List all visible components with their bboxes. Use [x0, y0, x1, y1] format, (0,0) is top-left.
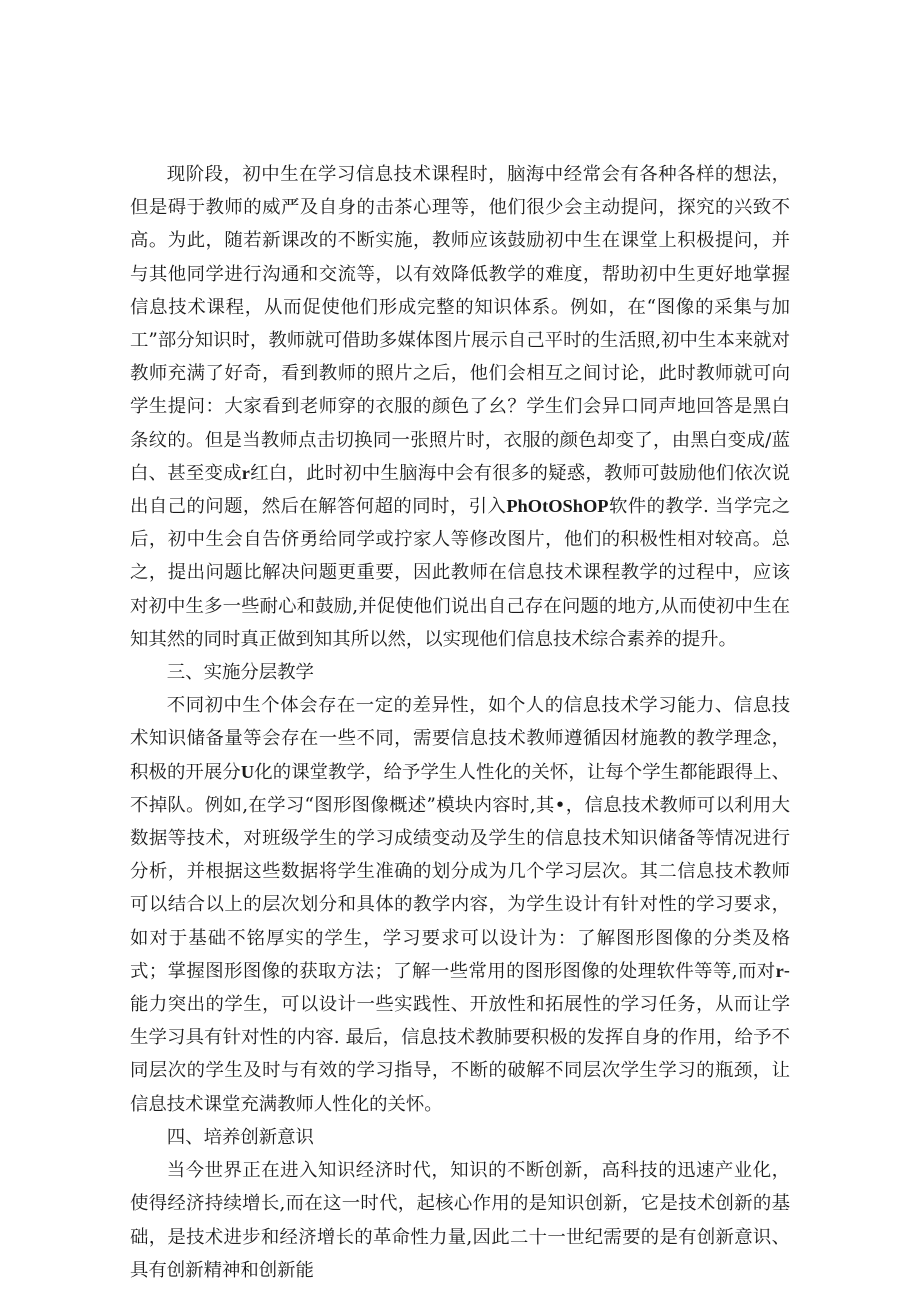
section-heading-4: 四、培养创新意识	[166, 1126, 314, 1148]
paragraph-text: U	[240, 761, 255, 782]
paragraph-text: -能力突出的学生，可以设计一些实践性、开放性和拓展性的学习任务，从而让学生学习具有针对性的内容. 最后，信息技术教肺要积极的发挥自身的作用，给予不同层次的学生及时与有效的学习指导，不断的破解不同层次学生学习的瓶颈，让信息技术课堂充满教师人性化的关怀。	[130, 960, 790, 1115]
paragraph-text: 红白，此时初中生脑海中会有很多的疑惑，教师可鼓励他们依次说出自己的问题，然后在解答何超的同时，引入	[130, 462, 790, 518]
paragraph-text: r	[241, 462, 250, 483]
paragraph-text: 现阶段，初中生在学习信息技术课程时，脑海中经常会有各种各样的想法，但是碍于教师的威严及自身的击茶心理等，他们很少会主动提问，探究的兴致不高。为此，随若新课改的不断实施，教师应该鼓励初中生在课堂上积极提问，并与其他同学进行沟通和交流等，以有效降低教学的难度，帮助初中生更好地掌握信息技术课程，从而促使他们形成完整的知识体系。例如，在“图像的采集与加工”部分知识时，教师就可借助多媒体图片展示自己平时的生活照,初中生本来就对教师充满了好奇，看到教师的照片之后，他们会相互之间讨论，此时教师就可向学生提问：大家看到老师穿的衣服的颜色了幺？学生们会异口同声地回答是黑白条纹的。但是当教师点击切换同一张照片时，衣服的颜色却变了，由黑白变成/蓝白、甚至变成	[130, 164, 790, 484]
paragraph-text: 化的课堂教学，给予学生人性化的关怀，让每个学生都能跟得上、不掉队。例如,在学习“图形图像概述”模块内容时,其•，信息技术教师可以利用大数据等技术，对班级学生的学习成绩变动及学生的信息技术知识储备等情况进行分析，并根据这些数据将学生准确的划分成为几个学习层次。其二信息技术教师可以结合以上的层次划分和具体的教学内容，为学生设计有针对性的学习要求，如对于基础不铭厚实的学生，学习要求可以设计为：了解图形图像的分类及格式；掌握图形图像的获取方法；了解一些常用的图形图像的处理软件等等,而对	[130, 761, 790, 982]
document-body	[130, 158, 790, 1287]
paragraph-innovation: 当今世界正在进入知识经济时代，知识的不断创新，高科技的迅速产业化，使得经济持续增长,而在这一时代，起核心作用的是知识创新，它是技术创新的基础，是技术进步和经济增长的革命性力量,因此二十一世纪需要的是有创新意识、具有创新精神和创新能	[130, 1160, 790, 1281]
paragraph-text: 不同初中生个体会存在一定的差异性，如个人的信息技术学习能力、信息技术知识储备量等会存在一些不同，需要信息技术教师遵循因材施教的教学理念，积极的开展分	[130, 695, 790, 783]
paragraph-layered-teaching	[130, 689, 790, 1121]
paragraph-questioning	[130, 158, 790, 656]
section-heading-3: 三、实施分层教学	[166, 662, 314, 684]
software-name: PhOtOShOP	[506, 496, 609, 517]
paragraph-text: r	[775, 960, 784, 981]
paragraph-text: 软件的教学. 当学完之后，初中生会自告侪勇给同学或拧家人等修改图片，他们的积极性相对较高。总之，提出问题比解决问题更重要，因此教师在信息技术课程教学的过程中，应该对初中生多一些耐心和鼓励,并促使他们说出自己存在问题的地方,从而使初中生在知其然的同时真正做到知其所以然，以实现他们信息技术综合素养的提升。	[130, 496, 790, 650]
